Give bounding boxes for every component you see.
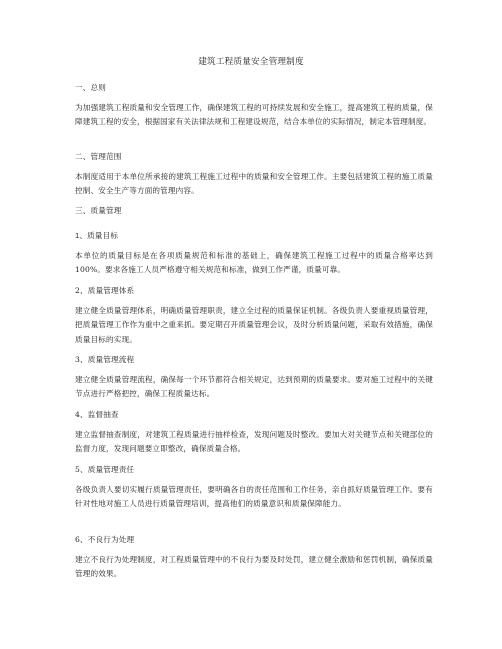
section-quality-process	[75, 354, 433, 402]
section-body: 建立监督抽查制度，对建筑工程质量进行抽样检查，发现问题及时整改。要加大对关键节点和关键部位的监督力度，发现问题要立即整改，确保质量合格。	[75, 430, 433, 454]
section-body: 建立健全质量管理体系，明确质量管理职责，建立全过程的质量保证机制。各级负责人要重视质量管理，把质量管理工作作为重中之重来抓。要定期召开质量管理会议，及时分析质量问题，采取有效措施，确保质量目标的实现。	[75, 306, 433, 344]
section-inspection	[75, 409, 433, 457]
section-heading: 6、不良行为处理	[75, 535, 135, 544]
section-body: 本单位的质量目标是在各项质量规范和标准的基础上，确保建筑工程施工过程中的质量合格率达到100%。要求各施工人员严格遵守相关规范和标准，做到工作严谨，质量可靠。	[75, 251, 433, 275]
section-misconduct	[75, 534, 433, 582]
section-body: 本制度适用于本单位所承接的建筑工程施工过程中的质量和安全管理工作。主要包括建筑工程的施工质量控制、安全生产等方面的管理内容。	[75, 172, 433, 196]
section-heading: 5、质量管理责任	[75, 465, 135, 474]
section-scope	[75, 151, 433, 199]
section-quality	[75, 205, 433, 217]
section-body: 为加强建筑工程质量和安全管理工作，确保建筑工程的可持续发展和安全施工，提高建筑工程的质量，保障建筑工程的安全，根据国家有关法律法规和工程建设规范，结合本单位的实际情况，制定本管理制度。	[75, 103, 433, 127]
section-heading: 1、质量目标	[75, 231, 119, 240]
section-body: 建立健全质量管理流程，确保每一个环节都符合相关规定，达到预期的质量要求。要对施工过程中的关键节点进行严格把控，确保工程质量达标。	[75, 375, 433, 399]
section-heading: 二、管理范围	[75, 152, 122, 161]
section-body: 各级负责人要切实履行质量管理责任，要明确各自的责任范围和工作任务，亲自抓好质量管理工作。要有针对性地对施工人员进行质量管理培训，提高他们的质量意识和质量保障能力。	[75, 485, 433, 509]
section-responsibility	[75, 464, 433, 512]
section-body: 建立不良行为处理制度，对工程质量管理中的不良行为要及时处罚，建立健全激励和惩罚机制，确保质量管理的效果。	[75, 555, 433, 579]
section-heading: 3、质量管理流程	[75, 355, 135, 364]
section-heading: 2、质量管理体系	[75, 286, 135, 295]
section-heading: 三、质量管理	[75, 206, 122, 215]
section-heading: 4、监督抽查	[75, 410, 119, 419]
document-title: 建筑工程质量安全管理制度	[198, 57, 304, 67]
section-quality-system	[75, 285, 433, 347]
section-quality-target	[75, 230, 433, 278]
section-general	[75, 82, 433, 130]
section-heading: 一、总则	[75, 83, 106, 92]
